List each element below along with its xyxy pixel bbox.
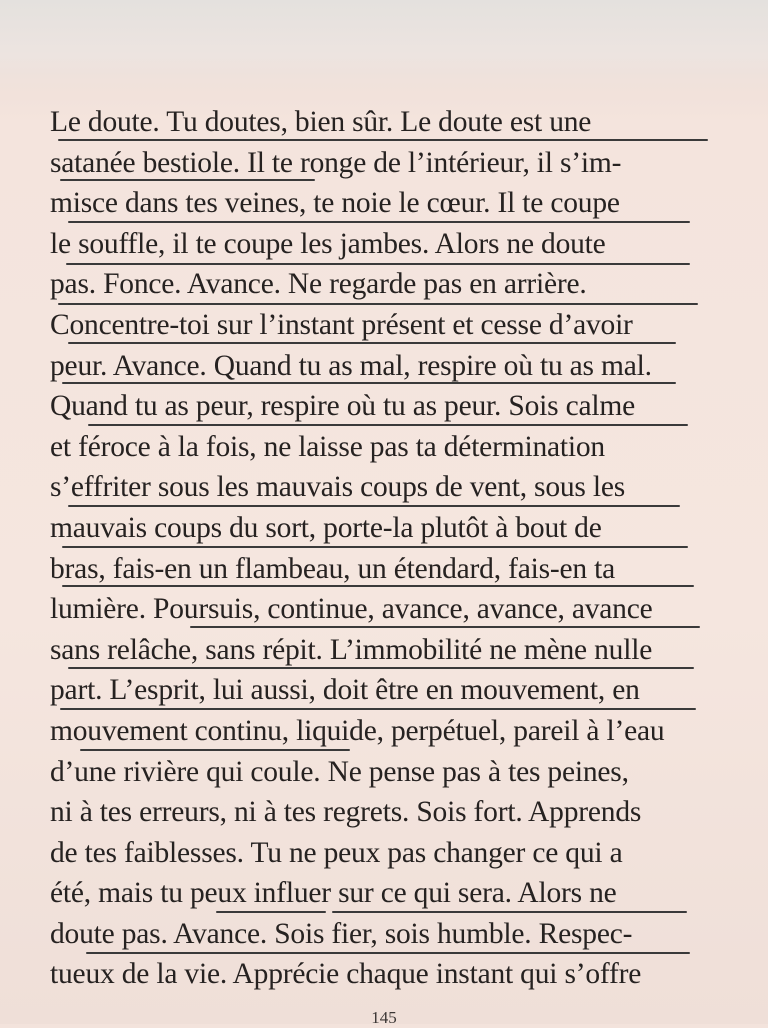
pen-underline [68, 342, 676, 344]
pen-underline [60, 179, 315, 181]
pen-underline [80, 749, 350, 751]
text-line-13: lumière. Poursuis, continue, avance, avance, avance [50, 589, 710, 630]
pen-underline [86, 952, 690, 954]
text-line-20: été, mais tu peux influer sur ce qui sera. Alors ne [50, 877, 617, 910]
paragraph [50, 102, 710, 995]
text-line-18: ni à tes erreurs, ni à tes regrets. Sois fort. Apprends [50, 796, 642, 829]
text-line-12: bras, fais-en un flambeau, un étendard, fais-en ta [50, 549, 710, 590]
text-line-17: d’une rivière qui coule. Ne pense pas à tes peines, [50, 752, 710, 793]
pen-underline [60, 708, 696, 710]
pen-underline [62, 546, 688, 548]
text-line-19: de tes faiblesses. Tu ne peux pas changer ce qui a [50, 836, 623, 869]
text-line-9: et féroce à la fois, ne laisse pas ta détermination [50, 427, 710, 468]
text-line-21: doute pas. Avance. Sois fier, sois humble. Respec- [50, 914, 710, 955]
pen-underline [62, 585, 694, 587]
text-line-4: le souffle, il te coupe les jambes. Alors ne doute [50, 224, 710, 265]
text-line-15: part. L’esprit, lui aussi, doit être en mouvement, en [50, 670, 710, 711]
text-line-14: sans relâche, sans répit. L’immobilité ne mène nulle [50, 630, 710, 671]
pen-underline [216, 911, 326, 913]
pen-underline [332, 911, 687, 913]
pen-underline [58, 139, 708, 141]
text-line-2: satanée bestiole. Il te ronge de l’intérieur, il s’im- [50, 143, 710, 184]
text-line-10: s’effriter sous les mauvais coups de vent, sous les [50, 471, 626, 504]
text-line-16: mouvement continu, liquide, perpétuel, pareil à l’eau [50, 711, 710, 752]
text-line-22: tueux de la vie. Apprécie chaque instant qui s’offre [50, 954, 710, 995]
pen-underline [68, 667, 694, 669]
pen-underline [58, 303, 698, 305]
pen-underline [66, 263, 690, 265]
text-line-1: Le doute. Tu doutes, bien sûr. Le doute est une [50, 106, 592, 138]
text-line-8: Quand tu as peur, respire où tu as peur. Sois calme [50, 386, 710, 427]
pen-underline [68, 505, 680, 507]
page-number: 145 [371, 1008, 397, 1027]
text-line-6: Concentre-toi sur l’instant présent et cesse d’avoir [50, 305, 710, 346]
pen-underline [68, 221, 690, 223]
page-top-edge [0, 0, 768, 92]
text-line-7: peur. Avance. Quand tu as mal, respire où tu as mal. [50, 346, 710, 387]
pen-underline [88, 424, 688, 426]
text-line-3: misce dans tes veines, te noie le cœur. Il te coupe [50, 183, 710, 224]
text-line-11: mauvais coups du sort, porte-la plutôt à bout de [50, 508, 710, 549]
pen-underline [62, 382, 676, 384]
pen-underline [190, 626, 700, 628]
text-line-5: pas. Fonce. Avance. Ne regarde pas en arrière. [50, 264, 710, 305]
